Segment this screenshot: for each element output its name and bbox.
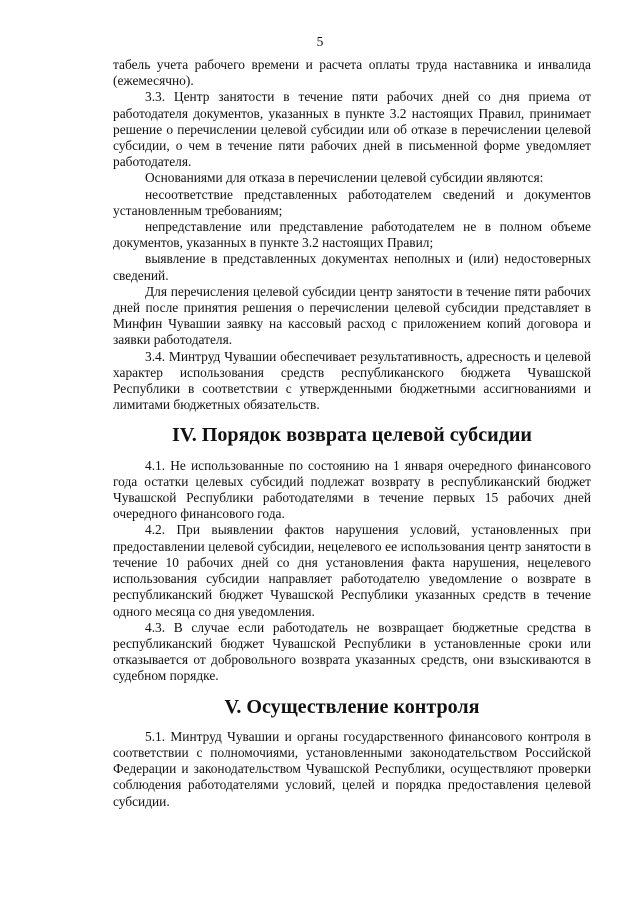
paragraph-refusal-inaccurate: выявление в представленных документах неполных и (или) недостоверных сведений.: [113, 251, 591, 283]
paragraph-refusal-mismatch: несоответствие представленных работодателем сведений и документов установленным требованиям;: [113, 186, 591, 218]
section-heading-iv: IV. Порядок возврата целевой субсидии: [172, 424, 532, 447]
page-number: 5: [316, 34, 324, 49]
paragraph-refusal-grounds: Основаниями для отказа в перечислении целевой субсидии являются:: [145, 170, 544, 186]
section-heading-v: V. Осуществление контроля: [224, 695, 480, 718]
paragraph-timesheet: табель учета рабочего времени и расчета оплаты труда наставника и инвалида (ежемесячно).: [113, 57, 591, 89]
paragraph-transfer-request: Для перечисления целевой субсидии центр занятости в течение пяти рабочих дней после принятия решения о перечислении целевой субсидии представляет в Минфин Чувашии заявку на кассовый расход с приложением копий договора и заявки работодателя.: [113, 283, 591, 348]
paragraph-3-4: 3.4. Минтруд Чувашии обеспечивает результативность, адресность и целевой характер использования средств республиканского бюджета Чувашской Республики в соответствии с утвержденными бюджетными ассигнованиями и лимитами бюджетных обязательств.: [113, 348, 591, 413]
paragraph-4-2: 4.2. При выявлении фактов нарушения условий, установленных при предоставлении целевой субсидии, нецелевого ее использования центр занятости в течение 10 рабочих дней со дня установления факта нарушения, нецелевого использования субсидии направляет работодателю уведомление о возврате в республиканский бюджет Чувашской Республики указанных средств в течение одного месяца со дня уведомления.: [113, 522, 591, 619]
document-body: [113, 57, 591, 810]
paragraph-4-1: 4.1. Не использованные по состоянию на 1 января очередного финансового года остатки целевых субсидий подлежат возврату в республиканский бюджет Чувашской Республики работодателями в течение первых 15 рабочих дней очередного финансового года.: [113, 457, 591, 522]
paragraph-5-1: 5.1. Минтруд Чувашии и органы государственного финансового контроля в соответствии с полномочиями, установленными законодательством Российской Федерации и законодательством Чувашской Республики, осуществляют проверки соблюдения работодателями условий, целей и порядка предоставления целевой субсидии.: [113, 728, 591, 809]
paragraph-3-3: 3.3. Центр занятости в течение пяти рабочих дней со дня приема от работодателя документов, указанных в пункте 3.2 настоящих Правил, принимает решение о перечислении целевой субсидии или об отказе в перечислении целевой субсидии, о чем в течение пяти рабочих дней в письменной форме уведомляет работодателя.: [113, 89, 591, 170]
paragraph-4-3: 4.3. В случае если работодатель не возвращает бюджетные средства в республиканский бюджет Чувашской Республики в установленные сроки или отказывается от добровольного возврата указанных средств, они взыскиваются в судебном порядке.: [113, 619, 591, 684]
paragraph-refusal-incomplete: непредставление или представление работодателем не в полном объеме документов, указанных в пункте 3.2 настоящих Правил;: [113, 219, 591, 251]
